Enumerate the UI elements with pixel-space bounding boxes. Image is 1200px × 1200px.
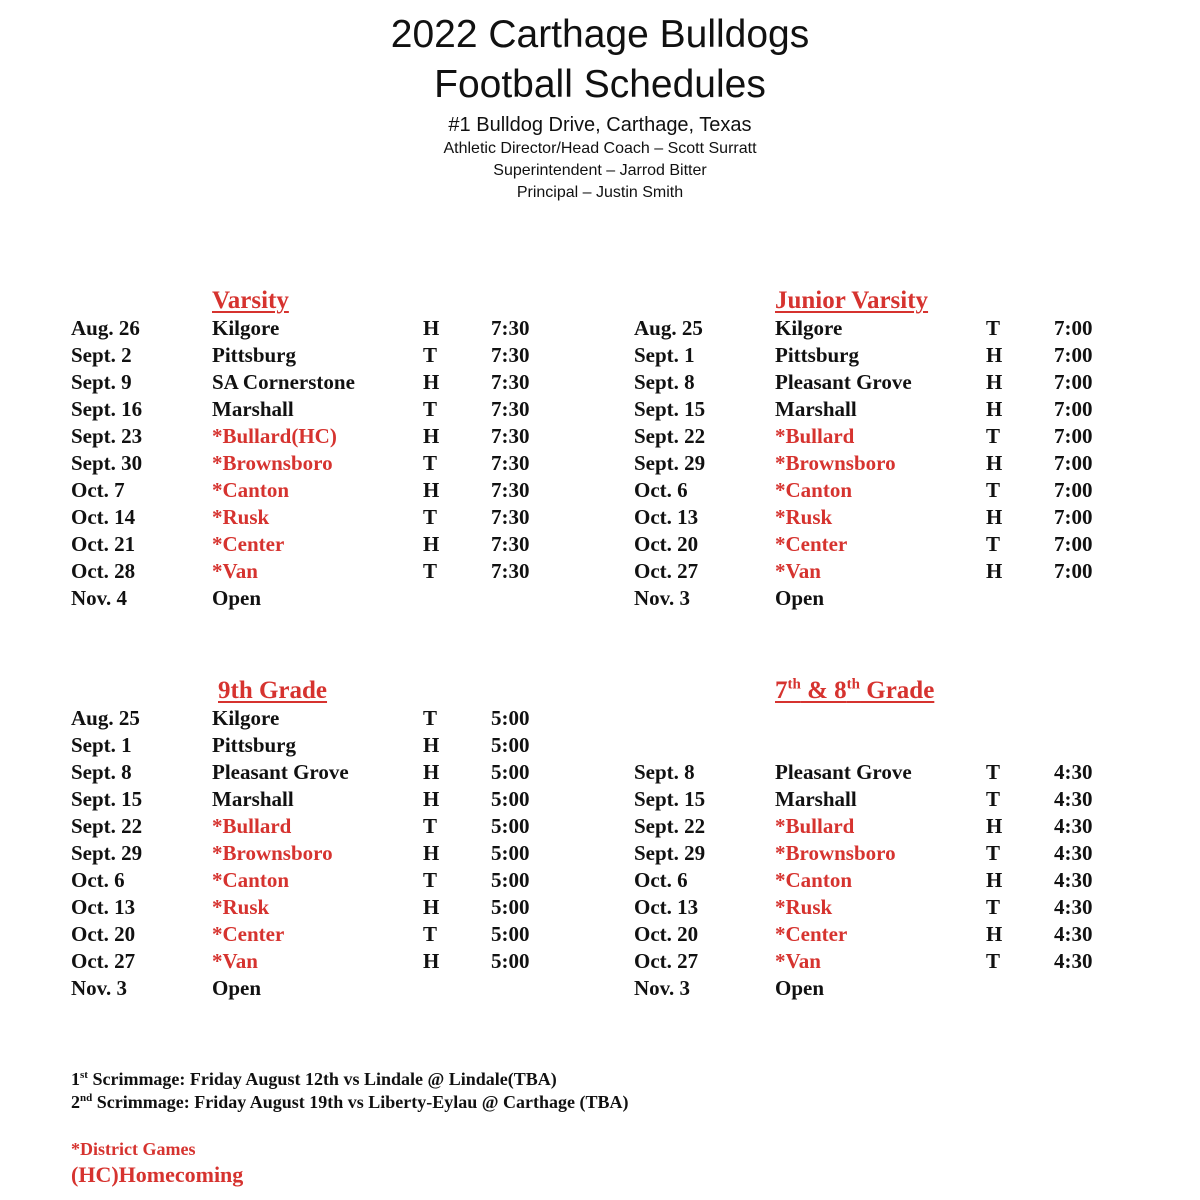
game-time: 5:00 bbox=[491, 841, 530, 865]
game-opponent: Pleasant Grove bbox=[775, 760, 912, 784]
scrimmage-notes bbox=[71, 1068, 628, 1114]
ninth-grade-rows bbox=[71, 705, 631, 1002]
scrimmage-text: Scrimmage: Friday August 12th vs Lindale @ Lindale(TBA) bbox=[87, 1069, 557, 1089]
page-title: 2022 Carthage Bulldogs bbox=[390, 13, 810, 56]
game-date: Sept. 29 bbox=[634, 451, 706, 475]
game-opponent: Kilgore bbox=[775, 316, 843, 340]
game-time: 5:00 bbox=[491, 868, 530, 892]
game-time: 7:00 bbox=[1054, 505, 1093, 529]
game-opponent: Marshall bbox=[775, 397, 857, 421]
game-opponent: *Brownsboro bbox=[775, 841, 896, 865]
game-opponent: *Rusk bbox=[212, 895, 270, 919]
game-time: 5:00 bbox=[491, 733, 530, 757]
game-site: H bbox=[423, 424, 440, 448]
game-site: H bbox=[986, 397, 1003, 421]
game-opponent: *Canton bbox=[775, 478, 853, 502]
schedule-row bbox=[71, 585, 631, 612]
game-opponent: Kilgore bbox=[212, 706, 280, 730]
game-site: T bbox=[986, 895, 1001, 919]
game-opponent: *Center bbox=[775, 532, 848, 556]
scrimmage-sup: nd bbox=[80, 1092, 93, 1104]
schedule-row bbox=[634, 813, 1194, 840]
game-date: Oct. 27 bbox=[634, 559, 699, 583]
varsity-title: Varsity bbox=[212, 287, 289, 314]
game-date: Oct. 13 bbox=[634, 895, 699, 919]
district-games-note: *District Games bbox=[71, 1139, 196, 1159]
schedule-row bbox=[71, 840, 631, 867]
legend bbox=[71, 1137, 243, 1189]
schedule-row bbox=[634, 732, 1194, 759]
game-site: H bbox=[423, 949, 440, 973]
address: #1 Bulldog Drive, Carthage, Texas bbox=[448, 114, 752, 136]
game-date: Nov. 3 bbox=[634, 976, 691, 1000]
schedule-row bbox=[71, 732, 631, 759]
schedule-row bbox=[71, 786, 631, 813]
scrimmage-num: 1 bbox=[71, 1069, 80, 1089]
game-opponent: Pittsburg bbox=[775, 343, 859, 367]
game-opponent: *Van bbox=[775, 949, 821, 973]
game-opponent: *Canton bbox=[212, 868, 290, 892]
title-sup: th bbox=[787, 676, 801, 693]
schedule-row bbox=[634, 477, 1194, 504]
schedule-row bbox=[71, 315, 631, 342]
game-date: Oct. 27 bbox=[634, 949, 699, 973]
schedule-row bbox=[634, 342, 1194, 369]
page-subtitle: Football Schedules bbox=[434, 63, 766, 106]
game-time: 7:30 bbox=[491, 505, 530, 529]
title-sup: th bbox=[846, 676, 861, 693]
game-time: 5:00 bbox=[491, 895, 530, 919]
game-site: H bbox=[423, 316, 440, 340]
game-time: 7:30 bbox=[491, 478, 530, 502]
game-time: 7:30 bbox=[491, 451, 530, 475]
game-opponent: *Canton bbox=[212, 478, 290, 502]
game-opponent: *Bullard bbox=[775, 424, 855, 448]
game-date: Oct. 27 bbox=[71, 949, 136, 973]
scrimmage-num: 2 bbox=[71, 1092, 80, 1112]
first-scrimmage bbox=[71, 1068, 628, 1091]
schedule-row bbox=[71, 369, 631, 396]
game-opponent: *Center bbox=[775, 922, 848, 946]
seventh-eighth-grade-schedule bbox=[634, 677, 1194, 1017]
game-site: H bbox=[423, 478, 440, 502]
game-opponent: *Rusk bbox=[775, 505, 833, 529]
game-date: Sept. 29 bbox=[634, 841, 706, 865]
game-site: T bbox=[986, 787, 1001, 811]
schedule-row bbox=[634, 585, 1194, 612]
schedule-row bbox=[71, 342, 631, 369]
game-time: 7:00 bbox=[1054, 370, 1093, 394]
game-opponent: Kilgore bbox=[212, 316, 280, 340]
game-date: Oct. 21 bbox=[71, 532, 136, 556]
game-site: H bbox=[423, 733, 440, 757]
game-date: Oct. 6 bbox=[634, 868, 688, 892]
game-time: 4:30 bbox=[1054, 841, 1093, 865]
schedule-row bbox=[634, 450, 1194, 477]
game-date: Aug. 25 bbox=[71, 706, 140, 730]
game-date: Oct. 14 bbox=[71, 505, 136, 529]
game-site: T bbox=[423, 451, 438, 475]
principal: Principal – Justin Smith bbox=[516, 184, 684, 201]
game-site: H bbox=[986, 343, 1003, 367]
varsity-schedule bbox=[71, 287, 631, 627]
schedule-row bbox=[71, 558, 631, 585]
game-opponent: *Bullard bbox=[775, 814, 855, 838]
game-date: Oct. 20 bbox=[71, 922, 136, 946]
game-time: 4:30 bbox=[1054, 895, 1093, 919]
game-date: Aug. 25 bbox=[634, 316, 703, 340]
schedule-row bbox=[71, 813, 631, 840]
game-site: T bbox=[423, 397, 438, 421]
game-site: H bbox=[986, 559, 1003, 583]
game-opponent: *Van bbox=[212, 949, 258, 973]
game-date: Sept. 8 bbox=[634, 370, 695, 394]
game-time: 7:30 bbox=[491, 397, 530, 421]
schedule-row bbox=[71, 477, 631, 504]
schedule-row bbox=[634, 396, 1194, 423]
game-opponent: Open bbox=[212, 586, 262, 610]
game-opponent: Open bbox=[775, 976, 825, 1000]
schedule-row bbox=[71, 867, 631, 894]
game-time: 7:00 bbox=[1054, 559, 1093, 583]
game-date: Oct. 6 bbox=[71, 868, 125, 892]
game-date: Aug. 26 bbox=[71, 316, 140, 340]
game-time: 7:00 bbox=[1054, 532, 1093, 556]
game-date: Sept. 15 bbox=[71, 787, 143, 811]
game-opponent: *Van bbox=[212, 559, 258, 583]
schedule-row bbox=[634, 531, 1194, 558]
game-site: H bbox=[986, 451, 1003, 475]
game-site: H bbox=[986, 868, 1003, 892]
athletic-director: Athletic Director/Head Coach – Scott Surratt bbox=[443, 140, 757, 157]
game-time: 4:30 bbox=[1054, 814, 1093, 838]
schedule-row bbox=[634, 558, 1194, 585]
title-part: & 8 bbox=[800, 677, 847, 704]
schedule-row bbox=[634, 948, 1194, 975]
second-scrimmage bbox=[71, 1091, 628, 1114]
game-time: 4:30 bbox=[1054, 787, 1093, 811]
game-opponent: *Canton bbox=[775, 868, 853, 892]
game-date: Sept. 8 bbox=[71, 760, 132, 784]
game-site: T bbox=[986, 949, 1001, 973]
game-site: T bbox=[423, 343, 438, 367]
game-date: Sept. 30 bbox=[71, 451, 143, 475]
game-site: T bbox=[986, 424, 1001, 448]
game-site: T bbox=[986, 316, 1001, 340]
title-part: 7 bbox=[775, 677, 788, 704]
schedule-row bbox=[634, 423, 1194, 450]
schedule-row bbox=[634, 705, 1194, 732]
game-time: 7:30 bbox=[491, 343, 530, 367]
game-date: Sept. 15 bbox=[634, 787, 706, 811]
game-site: T bbox=[986, 841, 1001, 865]
schedule-row bbox=[71, 504, 631, 531]
schedule-row bbox=[71, 531, 631, 558]
game-opponent: *Center bbox=[212, 922, 285, 946]
game-site: T bbox=[423, 505, 438, 529]
game-opponent: *Brownsboro bbox=[212, 451, 333, 475]
game-time: 7:00 bbox=[1054, 478, 1093, 502]
game-site: H bbox=[986, 922, 1003, 946]
scrimmage-sup: st bbox=[80, 1069, 88, 1081]
junior-varsity-rows bbox=[634, 315, 1194, 612]
schedule-row bbox=[634, 894, 1194, 921]
game-date: Nov. 4 bbox=[71, 586, 128, 610]
game-site: H bbox=[986, 505, 1003, 529]
game-opponent: Pleasant Grove bbox=[212, 760, 349, 784]
schedule-row bbox=[71, 921, 631, 948]
game-time: 5:00 bbox=[491, 706, 530, 730]
game-site: H bbox=[423, 760, 440, 784]
game-opponent: Marshall bbox=[775, 787, 857, 811]
schedule-row bbox=[634, 867, 1194, 894]
game-date: Oct. 7 bbox=[71, 478, 125, 502]
game-opponent: *Center bbox=[212, 532, 285, 556]
game-opponent: *Brownsboro bbox=[212, 841, 333, 865]
game-date: Sept. 22 bbox=[71, 814, 143, 838]
schedule-row bbox=[71, 894, 631, 921]
game-opponent: *Rusk bbox=[212, 505, 270, 529]
game-date: Sept. 23 bbox=[71, 424, 143, 448]
game-date: Oct. 28 bbox=[71, 559, 136, 583]
ninth-grade-schedule bbox=[71, 677, 631, 1017]
seventh-eighth-grade-title bbox=[775, 677, 934, 705]
schedule-row bbox=[71, 396, 631, 423]
game-time: 5:00 bbox=[491, 814, 530, 838]
game-site: T bbox=[423, 706, 438, 730]
game-time: 7:30 bbox=[491, 370, 530, 394]
game-date: Sept. 16 bbox=[71, 397, 143, 421]
game-time: 5:00 bbox=[491, 787, 530, 811]
game-date: Oct. 20 bbox=[634, 922, 699, 946]
game-site: T bbox=[423, 559, 438, 583]
varsity-rows bbox=[71, 315, 631, 612]
schedule-row bbox=[634, 504, 1194, 531]
game-opponent: Open bbox=[212, 976, 262, 1000]
game-opponent: SA Cornerstone bbox=[212, 370, 355, 394]
game-date: Sept. 8 bbox=[634, 760, 695, 784]
game-time: 7:00 bbox=[1054, 424, 1093, 448]
scrimmage-text: Scrimmage: Friday August 19th vs Liberty-Eylau @ Carthage (TBA) bbox=[92, 1092, 629, 1112]
game-date: Sept. 22 bbox=[634, 814, 706, 838]
game-date: Sept. 1 bbox=[634, 343, 695, 367]
game-time: 4:30 bbox=[1054, 868, 1093, 892]
game-site: H bbox=[423, 895, 440, 919]
game-time: 4:30 bbox=[1054, 760, 1093, 784]
game-date: Sept. 29 bbox=[71, 841, 143, 865]
schedule-row bbox=[71, 705, 631, 732]
game-site: H bbox=[423, 370, 440, 394]
game-site: T bbox=[986, 532, 1001, 556]
schedule-row bbox=[71, 975, 631, 1002]
game-opponent: *Bullard bbox=[212, 814, 292, 838]
schedule-row bbox=[634, 786, 1194, 813]
game-site: T bbox=[986, 760, 1001, 784]
game-date: Oct. 13 bbox=[634, 505, 699, 529]
game-time: 7:00 bbox=[1054, 451, 1093, 475]
game-date: Nov. 3 bbox=[634, 586, 691, 610]
game-site: T bbox=[423, 868, 438, 892]
schedule-row bbox=[71, 948, 631, 975]
game-time: 5:00 bbox=[491, 760, 530, 784]
game-date: Sept. 15 bbox=[634, 397, 706, 421]
header bbox=[0, 10, 1200, 204]
junior-varsity-title: Junior Varsity bbox=[775, 287, 929, 314]
schedule-row bbox=[71, 423, 631, 450]
game-date: Oct. 13 bbox=[71, 895, 136, 919]
schedule-row bbox=[71, 450, 631, 477]
game-time: 7:30 bbox=[491, 559, 530, 583]
game-site: H bbox=[423, 841, 440, 865]
game-date: Sept. 2 bbox=[71, 343, 132, 367]
game-time: 7:30 bbox=[491, 316, 530, 340]
game-time: 7:00 bbox=[1054, 343, 1093, 367]
game-time: 5:00 bbox=[491, 922, 530, 946]
schedule-row bbox=[634, 840, 1194, 867]
game-time: 7:30 bbox=[491, 424, 530, 448]
game-site: H bbox=[423, 532, 440, 556]
game-opponent: *Rusk bbox=[775, 895, 833, 919]
game-time: 4:30 bbox=[1054, 949, 1093, 973]
superintendent: Superintendent – Jarrod Bitter bbox=[493, 162, 707, 179]
game-date: Sept. 9 bbox=[71, 370, 132, 394]
game-opponent: Marshall bbox=[212, 397, 294, 421]
game-site: H bbox=[423, 787, 440, 811]
game-site: H bbox=[986, 814, 1003, 838]
game-date: Oct. 20 bbox=[634, 532, 699, 556]
game-opponent: *Van bbox=[775, 559, 821, 583]
schedule-row bbox=[71, 759, 631, 786]
schedule-row bbox=[634, 759, 1194, 786]
game-opponent: *Brownsboro bbox=[775, 451, 896, 475]
game-date: Sept. 22 bbox=[634, 424, 706, 448]
game-time: 7:00 bbox=[1054, 316, 1093, 340]
game-time: 7:30 bbox=[491, 532, 530, 556]
game-date: Sept. 1 bbox=[71, 733, 132, 757]
ninth-grade-title: 9th Grade bbox=[218, 677, 328, 704]
schedule-row bbox=[634, 975, 1194, 1002]
game-date: Nov. 3 bbox=[71, 976, 128, 1000]
game-opponent: Marshall bbox=[212, 787, 294, 811]
game-opponent: Open bbox=[775, 586, 825, 610]
game-time: 5:00 bbox=[491, 949, 530, 973]
game-site: H bbox=[986, 370, 1003, 394]
game-site: T bbox=[423, 814, 438, 838]
game-date: Oct. 6 bbox=[634, 478, 688, 502]
schedule-row bbox=[634, 369, 1194, 396]
game-site: T bbox=[986, 478, 1001, 502]
seventh-eighth-grade-rows bbox=[634, 705, 1194, 1002]
game-time: 4:30 bbox=[1054, 922, 1093, 946]
game-site: T bbox=[423, 922, 438, 946]
game-opponent: Pittsburg bbox=[212, 733, 296, 757]
junior-varsity-schedule bbox=[634, 287, 1194, 627]
game-opponent: Pleasant Grove bbox=[775, 370, 912, 394]
game-opponent: Pittsburg bbox=[212, 343, 296, 367]
game-time: 7:00 bbox=[1054, 397, 1093, 421]
homecoming-note: (HC)Homecoming bbox=[71, 1162, 244, 1187]
title-part: Grade bbox=[860, 677, 935, 704]
game-opponent: *Bullard(HC) bbox=[212, 424, 337, 448]
schedule-row bbox=[634, 315, 1194, 342]
schedule-row bbox=[634, 921, 1194, 948]
